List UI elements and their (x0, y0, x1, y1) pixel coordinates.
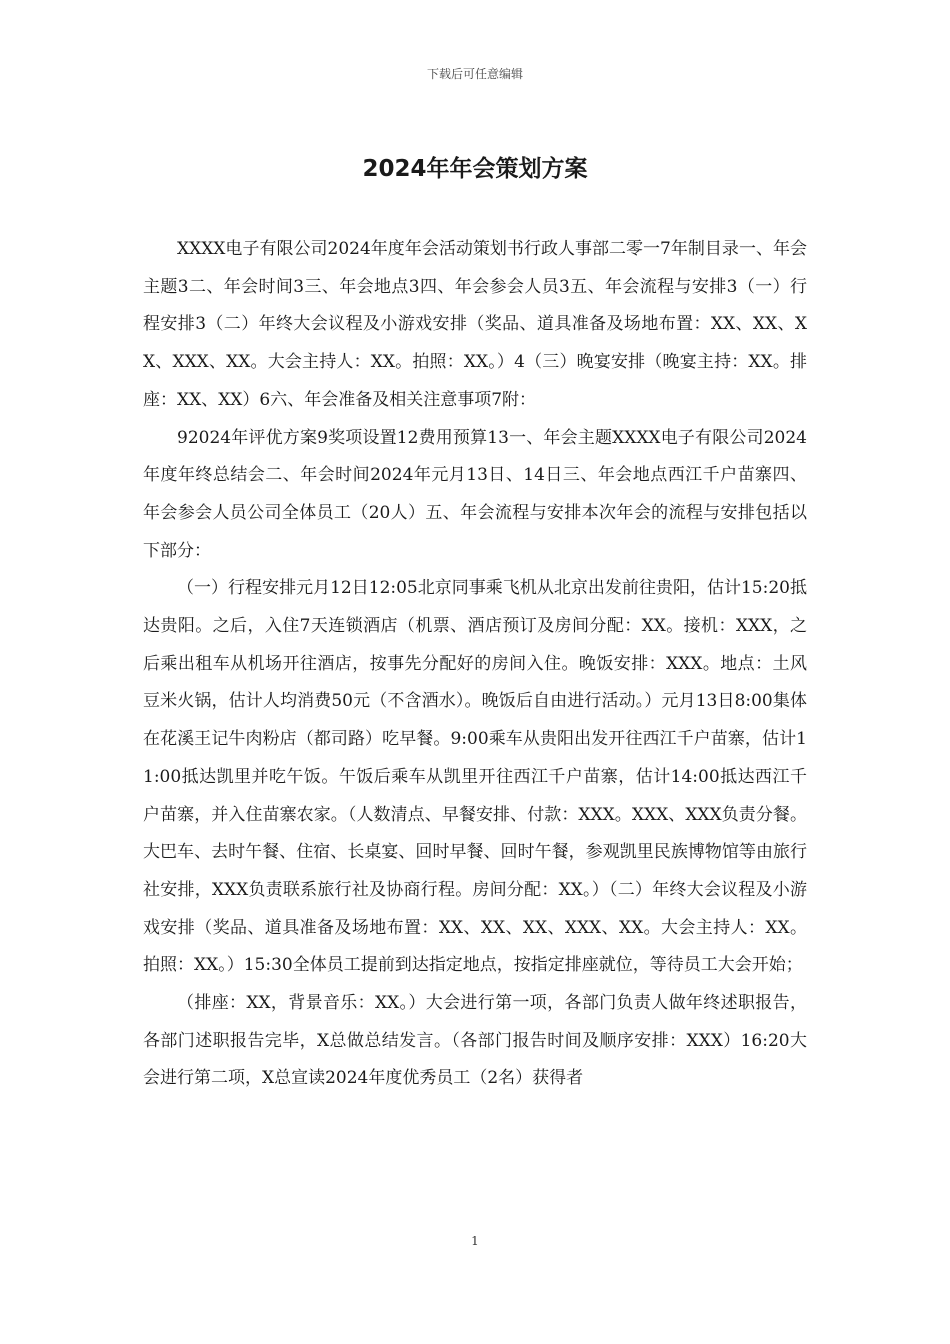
paragraph-table-of-contents: XXXX电子有限公司2024年度年会活动策划书行政人事部二零一7年制目录一、年会主题3二、年会时间3三、年会地点3四、年会参会人员3五、年会流程与安排3（一）行程安排3（二）年终大会议程及小游戏安排（奖品、道具准备及场地布置：XX、XX、XX、XXX、XX。大会主持人：XX。拍照：XX。）4（三）晚宴安排（晚宴主持：XX。排座：XX、XX）6六、年会准备及相关注意事项7附： (143, 239, 807, 410)
paragraph-meeting-agenda: （排座：XX，背景音乐：XX。）大会进行第一项，各部门负责人做年终述职报告，各部门述职报告完毕，X总做总结发言。（各部门报告时间及顺序安排：XXX）16:20大会进行第二项，X总宣读2024年度优秀员工（2名）获得者 (143, 993, 807, 1089)
header-note: 下载后可任意编辑 (426, 67, 523, 81)
paragraph-overview: 92024年评优方案9奖项设置12费用预算13一、年会主题XXXX电子有限公司2024年度年终总结会二、年会时间2024年元月13日、14日三、年会地点西江千户苗寨四、年会参会人员公司全体员工（20人）五、年会流程与安排本次年会的流程与安排包括以下部分： (143, 427, 807, 561)
paragraph-itinerary: （一）行程安排元月12日12:05北京同事乘飞机从北京出发前往贵阳，估计15:20抵达贵阳。之后，入住7天连锁酒店（机票、酒店预订及房间分配：XX。接机：XXX，之后乘出租车从机场开往酒店，按事先分配好的房间入住。晚饭安排：XXX。地点：土风豆米火锅，估计人均消费50元（不含酒水）。晚饭后自由进行活动。）元月13日8:00集体在花溪王记牛肉粉店（都司路）吃早餐。9:00乘车从贵阳出发开往西江千户苗寨，估计11:00抵达凯里并吃午饭。午饭后乘车从凯里开往西江千户苗寨，估计14:00抵达西江千户苗寨，并入住苗寨农家。（人数清点、早餐安排、付款：XXX。XXX、XXX负责分餐。大巴车、去时午餐、住宿、长桌宴、回时早餐、回时午餐，参观凯里民族博物馆等由旅行社安排，XXX负责联系旅行社及协商行程。房间分配：XX。）（二）年终大会议程及小游戏安排（奖品、道具准备及场地布置：XX、XX、XX、XXX、XX。大会主持人：XX。拍照：XX。）15:30全体员工提前到达指定地点，按指定排座就位，等待员工大会开始； (143, 578, 807, 976)
document-body (143, 231, 807, 1098)
page-number: 1 (471, 1234, 479, 1248)
document-title: 2024年年会策划方案 (362, 156, 588, 182)
